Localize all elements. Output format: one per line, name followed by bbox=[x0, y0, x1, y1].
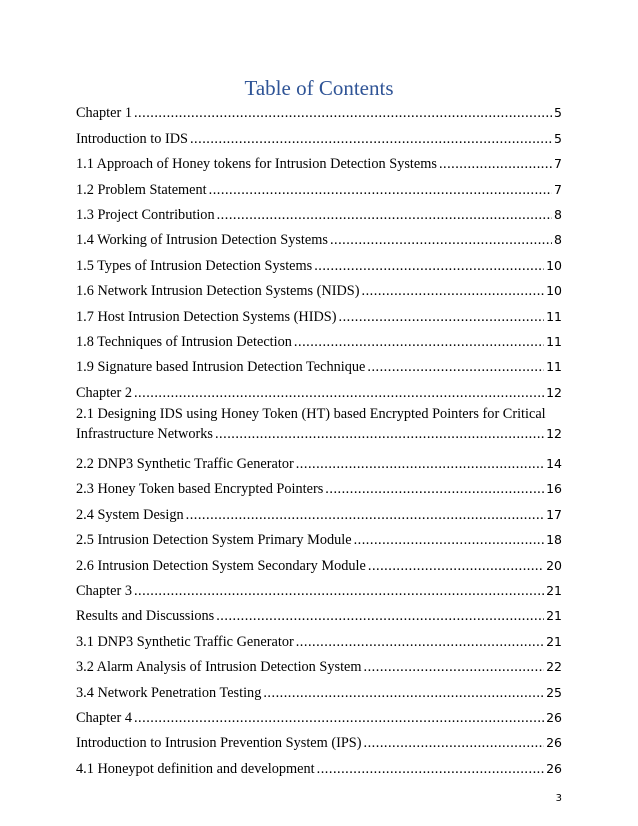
toc-entry[interactable] bbox=[76, 652, 562, 677]
toc-entry-page: 21 bbox=[546, 608, 562, 624]
toc-entry[interactable] bbox=[76, 677, 562, 702]
toc-entry[interactable] bbox=[76, 403, 562, 449]
toc-entry[interactable] bbox=[76, 703, 562, 728]
dot-leader bbox=[134, 708, 544, 728]
toc-entry-text: 1.5 Types of Intrusion Detection Systems bbox=[76, 257, 313, 274]
toc-entry-page: 11 bbox=[546, 308, 562, 324]
toc-entry-text-continued: Infrastructure Networks bbox=[76, 425, 213, 442]
dot-leader bbox=[190, 129, 552, 149]
toc-entry-page: 11 bbox=[546, 359, 562, 375]
dot-leader bbox=[216, 606, 544, 626]
dot-leader bbox=[317, 759, 544, 779]
toc-entry-text: 1.2 Problem Statement bbox=[76, 181, 207, 198]
toc-entry-page: 18 bbox=[546, 532, 562, 548]
toc-entry-text: 2.3 Honey Token based Encrypted Pointers bbox=[76, 481, 324, 498]
dot-leader bbox=[339, 307, 545, 327]
dot-leader bbox=[186, 505, 544, 525]
dot-leader bbox=[296, 454, 544, 474]
dot-leader bbox=[368, 556, 544, 576]
dot-leader bbox=[364, 733, 545, 753]
toc-list bbox=[76, 98, 562, 779]
toc-entry[interactable] bbox=[76, 449, 562, 474]
toc-entry-text: Chapter 3 bbox=[76, 583, 132, 600]
toc-entry-text: 2.4 System Design bbox=[76, 506, 184, 523]
toc-entry[interactable] bbox=[76, 174, 562, 199]
toc-entry[interactable] bbox=[76, 550, 562, 575]
toc-entry-text: Chapter 4 bbox=[76, 709, 132, 726]
toc-entry-page: 26 bbox=[546, 709, 562, 725]
page-number: 3 bbox=[555, 793, 562, 804]
toc-entry-text: 3.2 Alarm Analysis of Intrusion Detection System bbox=[76, 659, 362, 676]
toc-entry-page: 10 bbox=[546, 283, 562, 299]
dot-leader bbox=[263, 683, 544, 703]
dot-leader bbox=[217, 205, 552, 225]
toc-entry-text: Introduction to Intrusion Prevention System (IPS) bbox=[76, 735, 362, 752]
toc-entry[interactable] bbox=[76, 474, 562, 499]
toc-entry[interactable] bbox=[76, 576, 562, 601]
dot-leader bbox=[209, 180, 552, 200]
toc-entry-page: 25 bbox=[546, 684, 562, 700]
toc-entry[interactable] bbox=[76, 149, 562, 174]
toc-entry-text: Chapter 2 bbox=[76, 384, 132, 401]
toc-entry-text: 3.4 Network Penetration Testing bbox=[76, 684, 262, 701]
toc-entry[interactable] bbox=[76, 98, 562, 123]
toc-entry[interactable] bbox=[76, 601, 562, 626]
toc-entry-page: 11 bbox=[546, 333, 562, 349]
toc-entry[interactable] bbox=[76, 200, 562, 225]
toc-entry-text: 2.5 Intrusion Detection System Primary Module bbox=[76, 532, 352, 549]
dot-leader bbox=[314, 256, 544, 276]
toc-entry-text: Introduction to IDS bbox=[76, 130, 188, 147]
toc-entry-text: 1.9 Signature based Intrusion Detection Technique bbox=[76, 359, 366, 376]
toc-entry[interactable] bbox=[76, 352, 562, 377]
toc-entry-page: 22 bbox=[546, 659, 562, 675]
toc-entry-page: 12 bbox=[546, 384, 562, 400]
dot-leader bbox=[354, 530, 545, 550]
toc-entry-page: 12 bbox=[546, 425, 562, 441]
toc-entry-text: Chapter 1 bbox=[76, 105, 132, 122]
dot-leader bbox=[134, 383, 544, 403]
dot-leader bbox=[362, 281, 545, 301]
toc-entry-text: 4.1 Honeypot definition and development bbox=[76, 760, 315, 777]
dot-leader bbox=[367, 357, 544, 377]
toc-entry[interactable] bbox=[76, 525, 562, 550]
toc-entry[interactable] bbox=[76, 499, 562, 524]
toc-entry-page: 7 bbox=[554, 181, 562, 197]
dot-leader bbox=[134, 581, 544, 601]
dot-leader bbox=[330, 230, 552, 250]
toc-entry[interactable] bbox=[76, 728, 562, 753]
toc-entry-page: 5 bbox=[554, 105, 562, 121]
toc-entry[interactable] bbox=[76, 123, 562, 148]
toc-entry-page: 16 bbox=[546, 481, 562, 497]
toc-entry-page: 21 bbox=[546, 633, 562, 649]
toc-entry-page: 14 bbox=[546, 456, 562, 472]
toc-entry-page: 26 bbox=[546, 735, 562, 751]
toc-entry[interactable] bbox=[76, 327, 562, 352]
toc-entry-page: 8 bbox=[554, 232, 562, 248]
toc-entry-text: 1.4 Working of Intrusion Detection Systems bbox=[76, 232, 328, 249]
dot-leader bbox=[364, 657, 545, 677]
toc-entry-text: 1.8 Techniques of Intrusion Detection bbox=[76, 333, 292, 350]
toc-entry-page: 8 bbox=[554, 206, 562, 222]
toc-entry-page: 21 bbox=[546, 583, 562, 599]
toc-entry-text: 3.1 DNP3 Synthetic Traffic Generator bbox=[76, 633, 294, 650]
toc-title: Table of Contents bbox=[244, 76, 394, 100]
toc-entry-page: 20 bbox=[546, 557, 562, 573]
toc-entry-page: 17 bbox=[546, 506, 562, 522]
toc-entry-page: 26 bbox=[546, 760, 562, 776]
toc-entry-text: 2.1 Designing IDS using Honey Token (HT) based Encrypted Pointers for Critical bbox=[76, 405, 546, 422]
toc-entry-page: 10 bbox=[546, 257, 562, 273]
toc-entry[interactable] bbox=[76, 301, 562, 326]
toc-entry-text: 2.6 Intrusion Detection System Secondary Module bbox=[76, 557, 366, 574]
dot-leader bbox=[294, 332, 544, 352]
toc-entry-page: 5 bbox=[554, 130, 562, 146]
dot-leader bbox=[296, 632, 544, 652]
toc-entry-text: 1.7 Host Intrusion Detection Systems (HIDS) bbox=[76, 308, 337, 325]
toc-entry[interactable] bbox=[76, 250, 562, 275]
dot-leader bbox=[325, 479, 544, 499]
toc-entry[interactable] bbox=[76, 377, 562, 402]
dot-leader bbox=[439, 154, 552, 174]
dot-leader bbox=[134, 103, 552, 123]
toc-entry[interactable] bbox=[76, 276, 562, 301]
toc-entry-page: 7 bbox=[554, 156, 562, 172]
toc-entry-text: 1.6 Network Intrusion Detection Systems (NIDS) bbox=[76, 283, 360, 300]
toc-entry[interactable] bbox=[76, 225, 562, 250]
toc-entry[interactable] bbox=[76, 626, 562, 651]
toc-entry-text: Results and Discussions bbox=[76, 608, 215, 625]
toc-entry-text: 1.1 Approach of Honey tokens for Intrusion Detection Systems bbox=[76, 156, 437, 173]
toc-entry-text: 2.2 DNP3 Synthetic Traffic Generator bbox=[76, 456, 294, 473]
dot-leader bbox=[215, 424, 544, 444]
toc-entry-text: 1.3 Project Contribution bbox=[76, 206, 215, 223]
toc-entry[interactable] bbox=[76, 753, 562, 778]
